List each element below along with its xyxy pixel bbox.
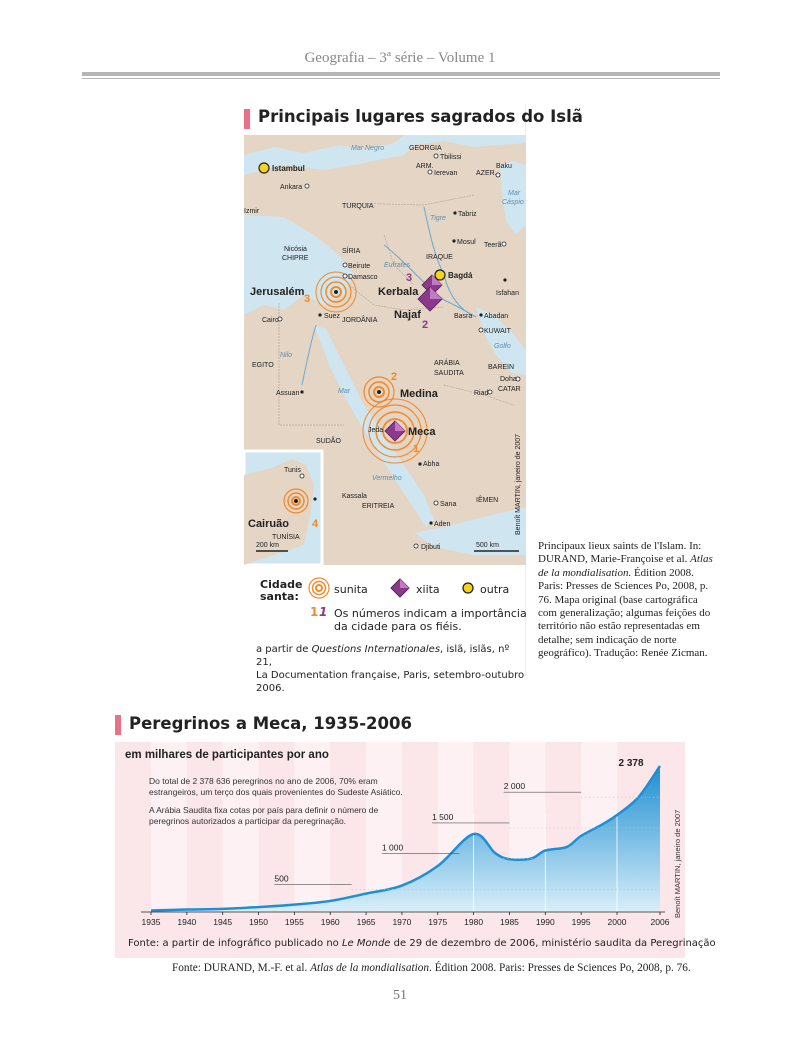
map-figure [244,105,583,694]
rank-jerusalem: 3 [304,293,311,305]
label-golfo: Golfo [494,343,511,350]
legend-shia-icon [390,578,410,598]
x-tick-label: 1970 [392,917,412,927]
legend-sunita: sunita [334,583,368,596]
annotation-label: 1 500 [432,811,454,822]
annotation-label: 2 378 [618,758,644,769]
label-catar: CATAR [498,386,521,393]
x-tick-label: 1940 [177,917,197,927]
label-kerbala: Kerbala [378,286,419,298]
label-georgia: GEORGIA [409,145,442,152]
x-tick-label: 1980 [464,917,484,927]
label-mar-caspio-2: Cáspio [502,199,524,206]
chart-svg [115,742,685,938]
x-tick-label: 1945 [213,917,233,927]
label-ierevan: Ierevan [434,170,458,177]
x-tick-label: 1965 [356,917,376,927]
label-scale-500: 500 km [476,542,499,549]
chart-credit: Benoît MARTIN, janeiro de 2007 [673,809,682,918]
x-tick-label: 1955 [284,917,304,927]
chart-note-1a: Do total de 2 378 636 peregrinos no ano de 2006, 70% eram [149,776,378,786]
chart-source: Fonte: a partir de infográfico publicado no Le Monde de 29 de dezembro de 2006, ministério saudita da Peregrinação [128,938,716,949]
label-najaf: Najaf [394,309,421,321]
annotation-label: 2 000 [503,781,526,792]
label-bagda: Bagdá [448,271,473,280]
legend-number-sunni: 1 [310,605,319,619]
label-djibuti: Djibuti [421,544,441,551]
map-legend [244,569,526,643]
label-isfahan: Isfahan [496,290,519,297]
label-jeda: Jeda [368,427,384,434]
map-title-block [244,105,583,133]
legend-note-2: da cidade para os fiéis. [334,620,462,633]
istambul-other-symbol [259,163,269,173]
label-basra: Basra [454,313,473,320]
page-header-title: Geografia – 3ª série – Volume 1 [304,50,496,66]
chart-figure [115,712,716,958]
rank-kerbala: 3 [406,272,413,284]
label-tunisia: TUNÍSIA [272,534,300,541]
legend-outra: outra [480,583,510,596]
map-title: Principais lugares sagrados do Islã [258,107,583,126]
label-mosul: Mosul [457,239,476,246]
legend-xiita: xiita [416,583,440,596]
chart-note-2a: A Arábia Saudita fixa cotas por país para definir o número de [149,805,379,815]
label-jerusalem: Jerusalém [250,286,305,298]
label-eritreia: ERITREIA [362,503,395,510]
chart-note-2b: peregrinos autorizados a participar da peregrinação. [149,816,347,826]
legend-note-1: Os números indicam a importância [334,607,527,620]
label-turquia: TURQUIA [342,203,374,210]
label-izmir: Izmir [244,208,260,215]
label-mar-negro: Mar Negro [351,145,385,152]
x-tick-label: 1985 [499,917,519,927]
x-tick-label: 1960 [320,917,340,927]
page-number: 51 [393,988,407,1003]
label-mar-caspio-1: Mar [508,190,521,197]
legend-sunni-icon [308,577,330,599]
label-sudao: SUDÃO [316,438,341,445]
label-iraque: IRAQUE [426,254,453,261]
figure-source: Fonte: DURAND, M.-F. et al. Atlas de la mondialisation. Édition 2008. Paris: Presses de Sciences Po, 2008, p. 76. [172,962,691,974]
label-mar: Mar [338,388,351,395]
label-damasco: Damasco [348,274,378,281]
x-tick-label: 1950 [249,917,268,927]
chart-band [294,742,330,912]
label-abadan: Abadan [484,313,509,320]
rank-meca: 1 [413,443,420,455]
label-cairo: Cairo [262,317,279,324]
map-svg [244,135,526,565]
label-nicosia: Nicósia [284,246,307,253]
chart-title: Peregrinos a Meca, 1935-2006 [129,714,412,733]
label-istambul: Istambul [272,164,305,173]
chart-title-accent [115,715,121,735]
title-accent-bar [244,109,250,129]
chart-note-1b: estrangeiros, um terço dos quais provenientes do Sudeste Asiático. [149,787,403,797]
label-jordania: JORDÂNIA [342,317,378,324]
annotation-label: 500 [274,873,289,884]
label-egito: EGITO [252,362,274,369]
rank-cairuao: 4 [312,518,319,530]
label-eufrates: Eufrates [384,262,411,269]
label-sana: Sana [440,501,457,508]
label-arabia-2: SAUDITA [434,370,464,377]
label-iemen: IÊMEN [476,497,499,504]
chart-subtitle: em milhares de participantes por ano [125,749,329,761]
label-abha: Abha [423,461,440,468]
chart-title-block [115,712,685,742]
rank-najaf: 2 [422,319,429,331]
label-barein: BAREIN [488,364,515,371]
legend-number-shia: 1 [319,605,328,619]
x-tick-label: 2006 [650,917,670,927]
x-tick-label: 1990 [535,917,555,927]
label-vermelho: Vermelho [372,475,402,482]
map-credit: Benoît MARTIN, janeiro de 2007 [515,433,522,535]
label-baku: Baku [496,163,512,170]
label-cairuao: Cairuão [248,518,289,530]
label-assuan: Assuan [276,390,300,397]
label-nilo: Nilo [280,352,293,359]
label-tigre: Tigre [430,215,446,222]
label-kuwait: KUWAIT [484,328,511,335]
label-siria: SÍRIA [342,248,361,255]
label-kassala: Kassala [342,493,367,500]
label-scale-200: 200 km [256,542,279,549]
label-ankara: Ankara [280,184,303,191]
chart-band [223,742,259,912]
label-arabia-1: ARÁBIA [434,360,460,367]
map-source: a partir de Questions Internationales, islã, islãs, nº 21, La Documentation française, Paris, setembro-outubro 2006. [256,644,525,694]
chart-band [151,742,187,912]
label-medina: Medina [400,388,438,400]
label-azer: AZER. [476,170,497,177]
label-chipre: CHIPRE [282,255,309,262]
map-canvas [244,135,526,565]
header-rule [82,72,720,76]
label-doha: Doha [500,376,517,383]
header-rule-thin [82,78,720,79]
label-riad: Riad [474,390,489,397]
label-suez: Suez [324,313,340,320]
bagda-other-symbol [435,270,445,280]
label-tunis: Tunis [284,467,301,474]
legend-other-icon [461,581,475,595]
label-teera: Teerã [484,242,502,249]
label-beirute: Beirute [348,263,371,270]
rank-medina: 2 [391,371,398,383]
label-aden: Aden [434,521,451,528]
label-arm: ARM. [416,163,434,170]
x-tick-label: 2000 [607,917,627,927]
x-tick-label: 1995 [571,917,591,927]
label-tbilissi: Tbilissi [440,154,462,161]
label-tabriz: Tabriz [458,211,477,218]
legend-title: Cidade santa: [260,578,303,603]
x-tick-label: 1975 [428,917,448,927]
label-meca: Meca [408,426,436,438]
map-caption: Principaux lieux saints de l'Islam. In: DURAND, Marie-Françoise et al. Atlas de la mondialisation. Édition 2008. Paris: Presses de Sciences Po, 2008, p. 76. Mapa original (base cartográfica com generalização; algumas feições do território não estão representadas em detalhe; sem indicação de norte geográfico). Tradução: Renée Zicman. [538,540,713,660]
x-tick-label: 1935 [141,917,161,927]
annotation-label: 1 000 [381,842,404,853]
